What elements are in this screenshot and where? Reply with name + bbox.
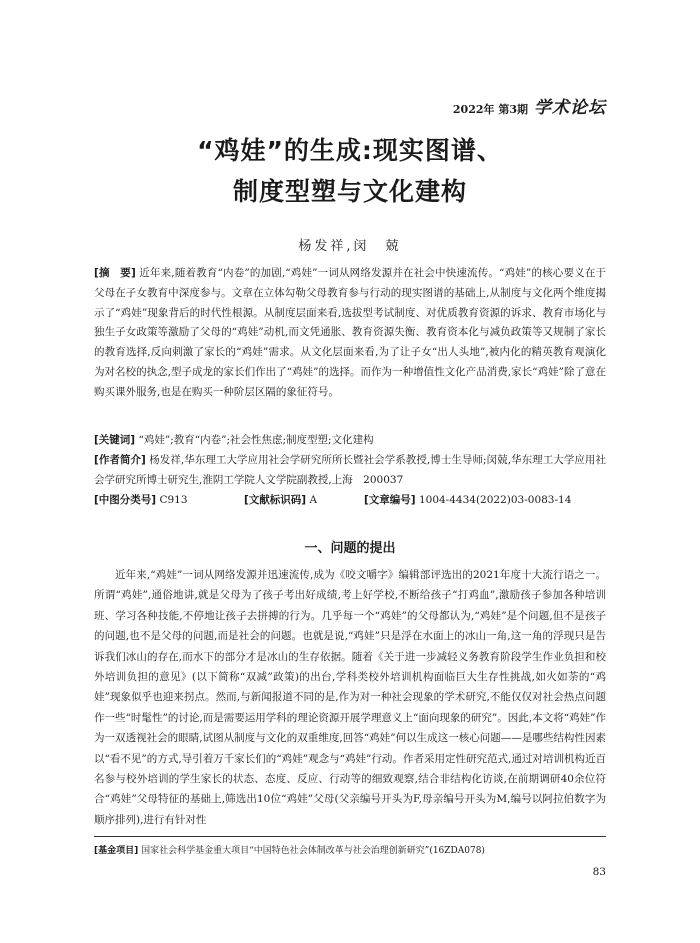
section-heading: 一、问题的提出 bbox=[304, 541, 396, 556]
article-no-label: [文章编号] bbox=[364, 494, 416, 506]
footnote-divider bbox=[94, 836, 606, 837]
title-line-1: “鸡娃”的生成:现实图谱、 bbox=[197, 136, 503, 165]
article-no-value: 1004-4434(2022)03-0083-14 bbox=[418, 494, 572, 506]
author-bio-label: [作者简介] bbox=[94, 454, 146, 466]
abstract-text: 近年来,随着教育“内卷”的加剧,“鸡娃”一词从网络发源并在社会中快速流传。“鸡娃”的核心要义在于父母在子女教育中深度参与。文章在立体勾勒父母教育参与行动的现实图谱的基础上,从制度与文化两个维度揭示了“鸡娃”现象背后的时代性根源。从制度层面来看,选拔型考试制度、对优质教育资源的诉求、教育市场化与独生子女政策等激励了父母的“鸡娃”动机,而文凭通胀、教育资源失衡、教育资本化与减负政策等又规制了家长的教育选择,反向刺激了家长的“鸡娃”需求。从文化层面来看,为了让子女“出人头地”,被内化的精英教育观演化为对名校的执念,型子成龙的家长们作出了“鸡娃”的选择。而作为一种增值性文化产品消费,家长“鸡娃”除了意在购买课外服务,也是在购买一种阶层区隔的象征符号。 bbox=[94, 267, 606, 398]
abstract-label: [摘 要] bbox=[94, 267, 136, 279]
journal-header bbox=[453, 93, 606, 118]
funding-label: [基金项目] bbox=[94, 846, 139, 856]
keywords-text: “鸡娃”;教育“内卷”;社会性焦虑;制度型塑;文化建构 bbox=[138, 434, 374, 446]
article-title bbox=[0, 130, 700, 212]
doc-code-value: A bbox=[309, 494, 318, 506]
author-bio bbox=[94, 451, 606, 491]
issue-label: 2022年 第3期 bbox=[452, 103, 528, 116]
body-paragraph: 近年来,“鸡娃”一词从网络发源并迅速流传,成为《咬文嚼字》编辑部评选出的2021年度十大流行语之一。所谓“鸡娃”,通俗地讲,就是父母为了孩子考出好成绩,考上好学校,不断给孩子“打鸡血”,激励孩子参加各种培训班、学习各种技能,不停地让孩子去拼搏的行为。几乎每一个“鸡娃”的父母都认为,“鸡娃”是个问题,但不是孩子的问题,也不是父母的问题,而是社会的问题。也就是说,“鸡娃”只是浮在水面上的冰山一角,这一角的浮现只是告诉我们冰山的存在,而水下的部分才是冰山的生存依据。随着《关于进一步减轻义务教育阶段学生作业负担和校外培训负担的意见》(以下简称“双减”政策)的出台,学科类校外培训机构面临巨大生存性挑战,如火如荼的“鸡娃”现象似乎也迎来拐点。然而,与新闻报道不同的是,作为对一种社会现象的学术研究,不能仅仅对社会热点问题作一些“时髦性”的讨论,而是需要运用学科的理论资源开展学理意义上“面向现象的研究”。因此,本文将“鸡娃”作为一双透视社会的眼睛,试图从制度与文化的双重维度,回答“鸡娃”何以生成这一核心问题——是哪些结构性因素以“看不见”的方式,导引着万千家长们的“鸡娃”观念与“鸡娃”行动。作者采用定性研究范式,通过对培训机构近百名参与校外培训的学生家长的状态、态度、反应、行动等的细致观察,结合非结构化访谈,在前期调研40余位符合“鸡娃”父母特征的基础上,筛选出10位“鸡娃”父母(父亲编号开头为F,母亲编号开头为M,编号以阿拉伯数字为顺序排列),进行有针对性 bbox=[94, 569, 606, 826]
clc-label: [中图分类号] bbox=[94, 494, 157, 506]
clc-value: C913 bbox=[159, 494, 188, 506]
author-line: 杨发祥,闵 兢 bbox=[298, 239, 402, 254]
keywords bbox=[94, 431, 606, 451]
author-bio-text: 杨发祥,华东理工大学应用社会学研究所所长暨社会学系教授,博士生导师;闵兢,华东理工大学应用社会学研究所博士研究生,淮阴工学院人文学院副教授,上海 200037 bbox=[94, 454, 606, 486]
classification-line bbox=[94, 491, 606, 511]
keywords-label: [关键词] bbox=[94, 434, 136, 446]
journal-name: 学术论坛 bbox=[534, 98, 606, 118]
abstract bbox=[94, 264, 606, 403]
doc-code-label: [文献标识码] bbox=[244, 494, 307, 506]
funding-text: 国家社会科学基金重大项目“中国特色社会体制改革与社会治理创新研究”(16ZDA078) bbox=[141, 846, 485, 856]
funding-footnote bbox=[94, 843, 606, 856]
title-line-2: 制度型塑与文化建构 bbox=[232, 177, 467, 206]
page-number: 83 bbox=[592, 866, 606, 878]
